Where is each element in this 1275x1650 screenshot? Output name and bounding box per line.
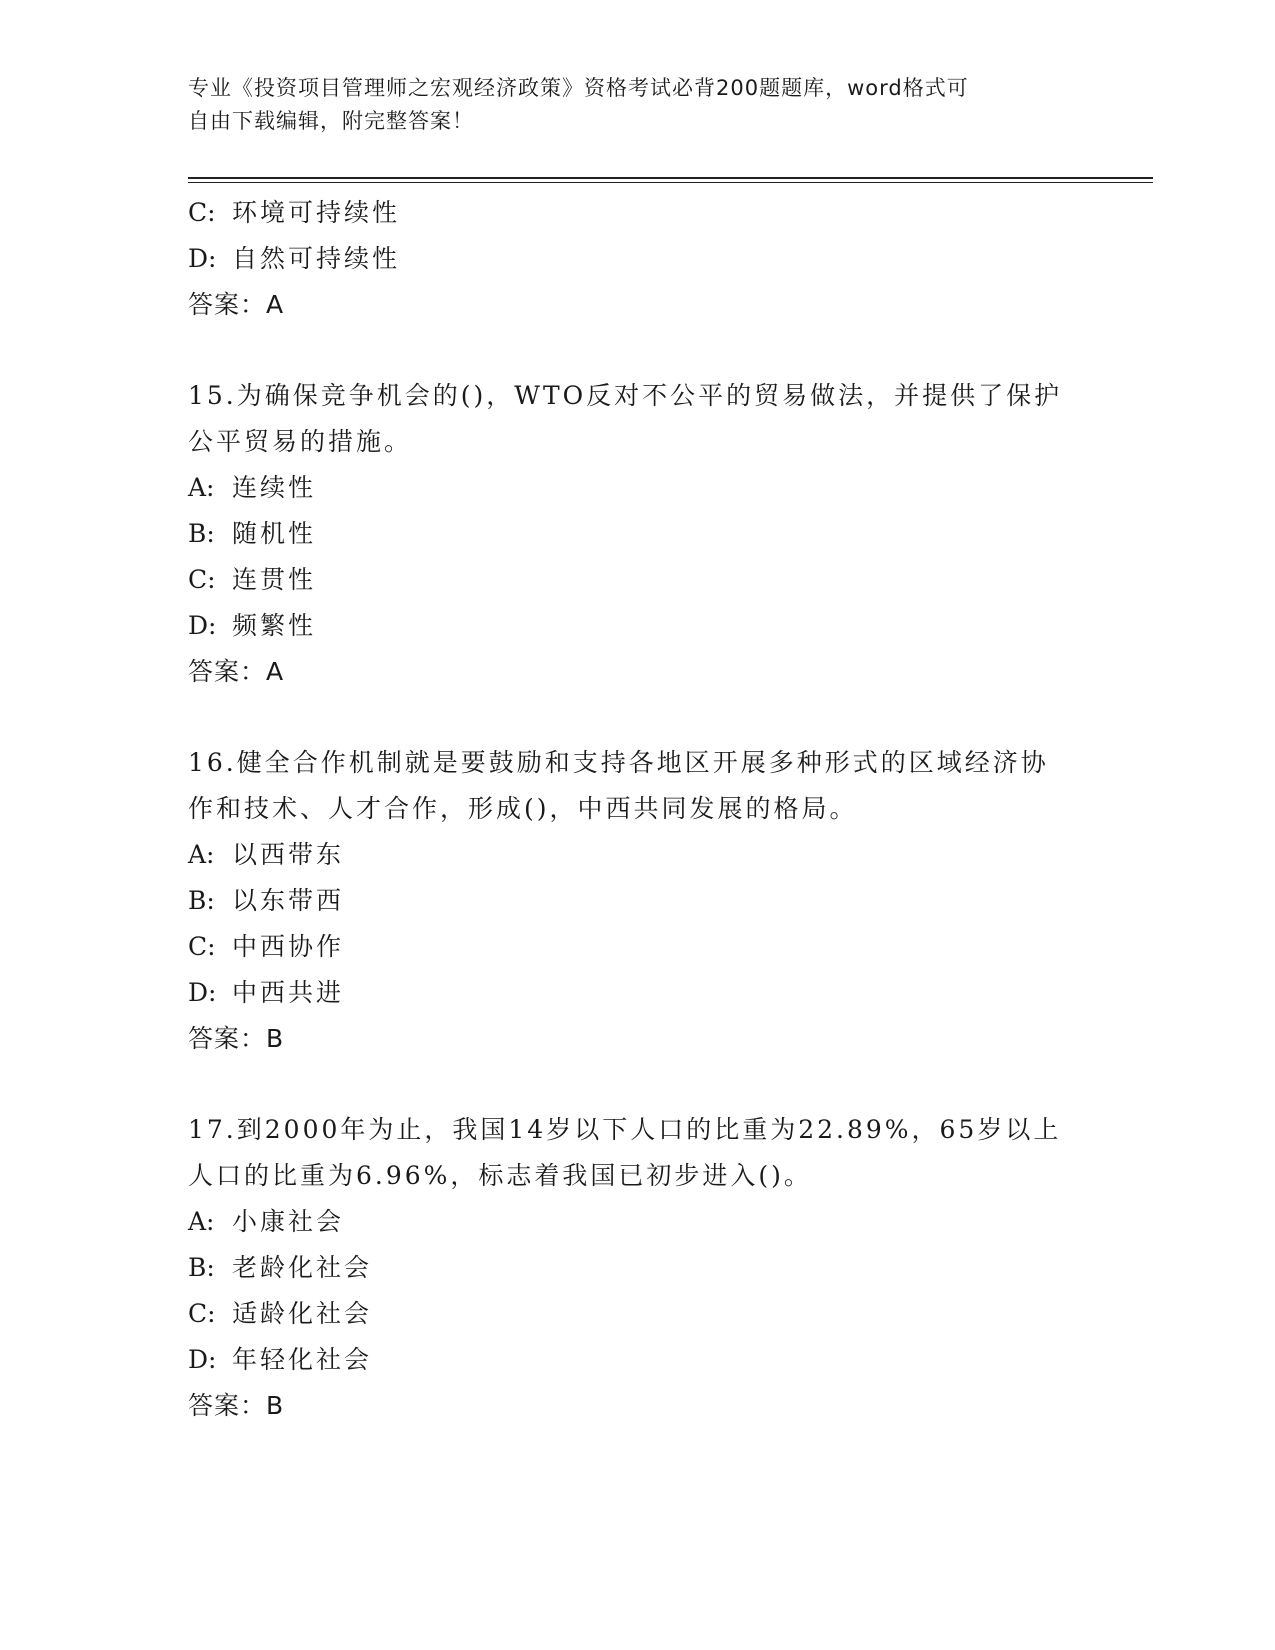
option-label: D: [188, 244, 217, 273]
option-label: A: [188, 840, 215, 869]
header-rule-thick [188, 177, 1153, 179]
answer: 答案：A [188, 657, 285, 686]
option-text: 以东带西 [232, 886, 345, 915]
question-stem-line: 15.为确保竞争机会的()，WTO反对不公平的贸易做法，并提供了保护 [188, 381, 1063, 410]
option-c [188, 190, 1088, 236]
option-text: 老龄化社会 [232, 1253, 373, 1282]
option-b [188, 1245, 1088, 1291]
option-a [188, 832, 1088, 878]
option-text: 频繁性 [232, 611, 317, 640]
option-label: C: [188, 198, 216, 227]
option-b [188, 511, 1088, 557]
option-d [188, 1337, 1088, 1383]
question-17 [188, 1107, 1088, 1429]
question-list [188, 190, 1088, 1429]
question-14-tail [188, 190, 1088, 328]
option-label: A: [188, 473, 215, 502]
answer: 答案：A [188, 290, 285, 319]
question-stem-line: 人口的比重为6.96%，标志着我国已初步进入()。 [188, 1161, 812, 1190]
option-a [188, 1199, 1088, 1245]
option-a [188, 465, 1088, 511]
option-label: B: [188, 886, 215, 915]
option-d [188, 236, 1088, 282]
header-line-1: 专业《投资项目管理师之宏观经济政策》资格考试必背200题题库，word格式可 [188, 76, 969, 100]
option-label: A: [188, 1207, 215, 1236]
option-text: 适龄化社会 [232, 1299, 373, 1328]
option-c [188, 924, 1088, 970]
option-b [188, 878, 1088, 924]
option-text: 环境可持续性 [232, 198, 401, 227]
option-label: C: [188, 932, 216, 961]
question-stem-line: 作和技术、人才合作，形成()，中西共同发展的格局。 [188, 794, 858, 823]
option-label: D: [188, 978, 217, 1007]
option-text: 自然可持续性 [232, 244, 401, 273]
option-text: 小康社会 [232, 1207, 345, 1236]
header-line-2: 自由下载编辑，附完整答案！ [188, 109, 474, 133]
option-c [188, 1291, 1088, 1337]
question-stem-line: 16.健全合作机制就是要鼓励和支持各地区开展多种形式的区域经济协 [188, 748, 1049, 777]
option-label: B: [188, 519, 215, 548]
option-label: D: [188, 1345, 217, 1374]
question-stem-line: 17.到2000年为止，我国14岁以下人口的比重为22.89%，65岁以上 [188, 1115, 1062, 1144]
option-label: C: [188, 565, 216, 594]
question-15 [188, 373, 1088, 695]
option-text: 随机性 [232, 519, 317, 548]
option-label: C: [188, 1299, 216, 1328]
answer: 答案：B [188, 1391, 285, 1420]
question-16 [188, 740, 1088, 1062]
option-d [188, 970, 1088, 1016]
option-text: 中西共进 [232, 978, 345, 1007]
option-text: 连贯性 [232, 565, 317, 594]
option-d [188, 603, 1088, 649]
answer: 答案：B [188, 1024, 285, 1053]
option-text: 以西带东 [232, 840, 345, 869]
option-label: B: [188, 1253, 215, 1282]
option-label: D: [188, 611, 217, 640]
option-text: 中西协作 [232, 932, 345, 961]
question-stem-line: 公平贸易的措施。 [188, 427, 413, 456]
option-text: 年轻化社会 [232, 1345, 373, 1374]
option-text: 连续性 [232, 473, 317, 502]
document-header [188, 72, 1068, 138]
header-rule-thin [188, 182, 1153, 183]
option-c [188, 557, 1088, 603]
